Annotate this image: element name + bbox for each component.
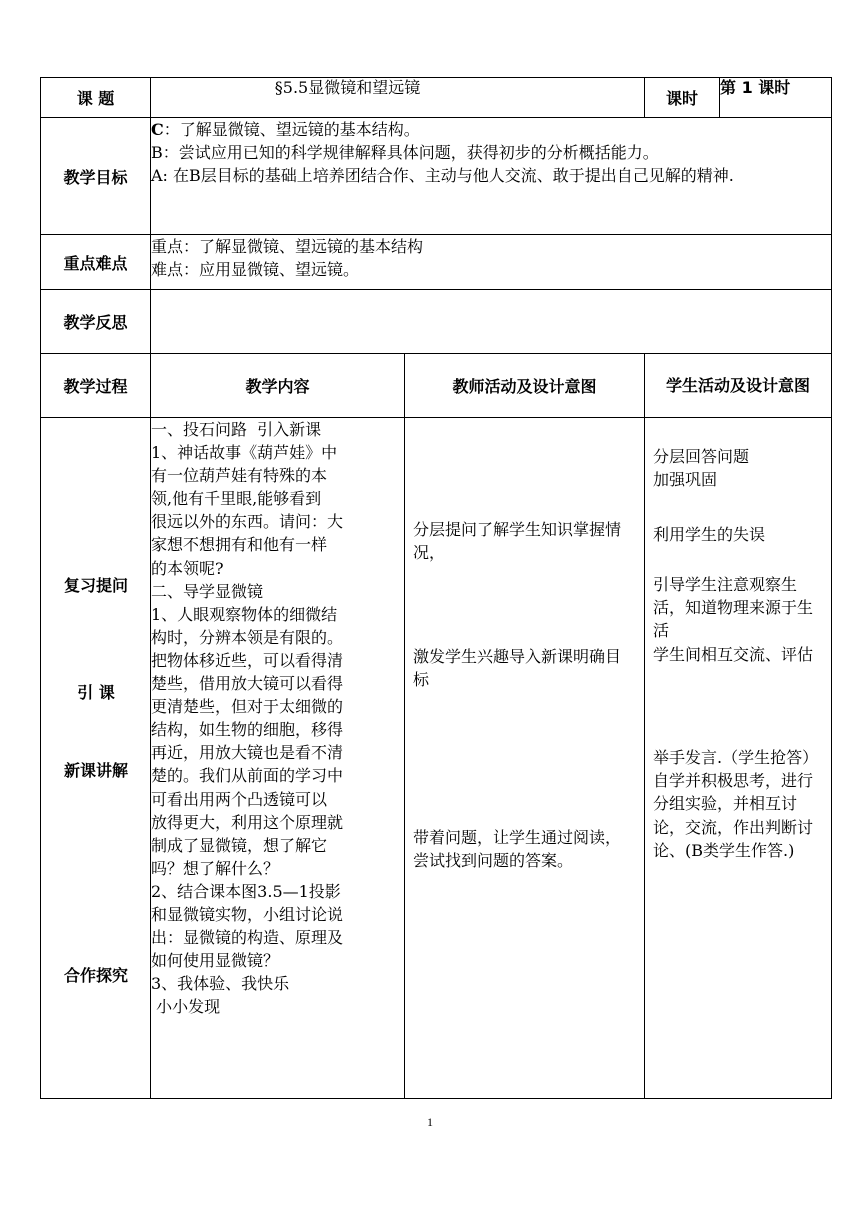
key-points-label: 重点难点 xyxy=(41,235,151,290)
content-line: 楚的。我们从前面的学习中 xyxy=(151,766,344,786)
student-activity: 利用学生的失误 xyxy=(653,525,766,544)
content-line: 把物体移近些，可以看得清 xyxy=(151,650,344,670)
teacher-activity: 带着问题，让学生通过阅读，尝试找到问题的答案。 xyxy=(413,828,622,871)
stage-label: 新课讲解 xyxy=(63,761,128,780)
objectives-row xyxy=(41,118,832,235)
focus-text: 重点：了解显微镜、望远镜的基本结构 xyxy=(151,237,424,256)
student-activity: 引导学生注意观察生活，知道物理来源于生活 学生间相互交流、评估 xyxy=(653,575,814,664)
stage-label: 复习提问 xyxy=(63,576,128,595)
content-line: 3、我体验、我快乐 xyxy=(151,974,290,994)
reflection-label: 教学反思 xyxy=(41,290,151,354)
objective-c: C：了解显微镜、望远镜的基本结构。 xyxy=(151,120,420,139)
content-line: 领,他有千里眼,能够看到 xyxy=(151,489,322,509)
content-column-header: 教学内容 xyxy=(151,354,405,418)
content-line: 结构，如生物的细胞，移得 xyxy=(151,720,344,740)
student-cell xyxy=(645,418,832,1099)
content-line: 可看出用两个凸透镜可以 xyxy=(151,789,328,809)
content-line: 构时，分辨本领是有限的。 xyxy=(151,627,344,647)
topic-label: 课 题 xyxy=(41,78,151,118)
content-line: 如何使用显微镜？ xyxy=(151,951,280,971)
content-line: 1、神话故事《葫芦娃》中 xyxy=(151,443,338,463)
teacher-activity: 分层提问了解学生知识掌握情况， xyxy=(413,520,622,563)
key-points-content xyxy=(151,235,832,290)
content-line: 家想不想拥有和他有一样 xyxy=(151,535,328,555)
process-label: 教学过程 xyxy=(41,354,151,418)
process-body-row xyxy=(41,418,832,1099)
stage-labels-cell xyxy=(41,418,151,1099)
student-activity: 举手发言.（学生抢答） 自学并积极思考，进行分组实验，并相互讨论，交流，作出判断讨论、(B类学生作答.) xyxy=(653,748,819,860)
teacher-column-header: 教师活动及设计意图 xyxy=(405,354,645,418)
content-line: 2、结合课本图3.5—1投影 xyxy=(151,881,341,901)
hours-label: 课时 xyxy=(645,78,720,118)
content-line: 更清楚些，但对于太细微的 xyxy=(151,697,344,717)
difficulty-text: 难点：应用显微镜、望远镜。 xyxy=(151,260,360,279)
content-line: 1、人眼观察物体的细微结 xyxy=(151,604,338,624)
objective-b: B：尝试应用已知的科学规律解释具体问题，获得初步的分析概括能力。 xyxy=(151,143,659,162)
stage-label: 合作探究 xyxy=(63,966,128,985)
objective-a: A: 在B层目标的基础上培养团结合作、主动与他人交流、敢于提出自己见解的精神. xyxy=(151,166,734,185)
objectives-content xyxy=(151,118,832,235)
content-line: 制成了显微镜，想了解它 xyxy=(151,835,328,855)
content-line: 一、投石问路 引入新课 xyxy=(151,420,322,439)
content-line: 再近，用放大镜也是看不清 xyxy=(151,743,344,763)
teacher-activity: 激发学生兴趣导入新课明确目标 xyxy=(413,647,622,690)
stage-label: 引 课 xyxy=(77,683,115,702)
process-header-row xyxy=(41,354,832,418)
content-line: 和显微镜实物，小组讨论说 xyxy=(151,904,344,924)
topic-title: §5.5显微镜和望远镜 xyxy=(151,78,645,118)
content-line: 放得更大，利用这个原理就 xyxy=(151,812,344,832)
content-line: 出：显微镜的构造、原理及 xyxy=(151,928,344,948)
page-number: 1 xyxy=(427,1115,433,1129)
hours-value: 第 1 课时 xyxy=(720,78,832,118)
content-line: 有一位葫芦娃有特殊的本 xyxy=(151,466,328,486)
content-line: 二、导学显微镜 xyxy=(151,581,264,601)
topic-row xyxy=(41,78,832,118)
reflection-content xyxy=(151,290,832,354)
teacher-cell xyxy=(405,418,645,1099)
content-line: 吗？想了解什么？ xyxy=(151,858,280,878)
objectives-label: 教学目标 xyxy=(41,118,151,235)
content-line: 楚些，借用放大镜可以看得 xyxy=(151,674,344,694)
lesson-plan-table xyxy=(40,77,832,1099)
student-activity: 分层回答问题 加强巩固 xyxy=(653,447,750,490)
content-cell xyxy=(151,418,405,1099)
student-column-header: 学生活动及设计意图 xyxy=(645,354,832,418)
content-line: 很远以外的东西。请问：大 xyxy=(151,512,344,532)
reflection-row xyxy=(41,290,832,354)
content-line: 小小发现 xyxy=(151,997,221,1017)
content-line: 的本领呢? xyxy=(151,558,224,578)
key-points-row xyxy=(41,235,832,290)
